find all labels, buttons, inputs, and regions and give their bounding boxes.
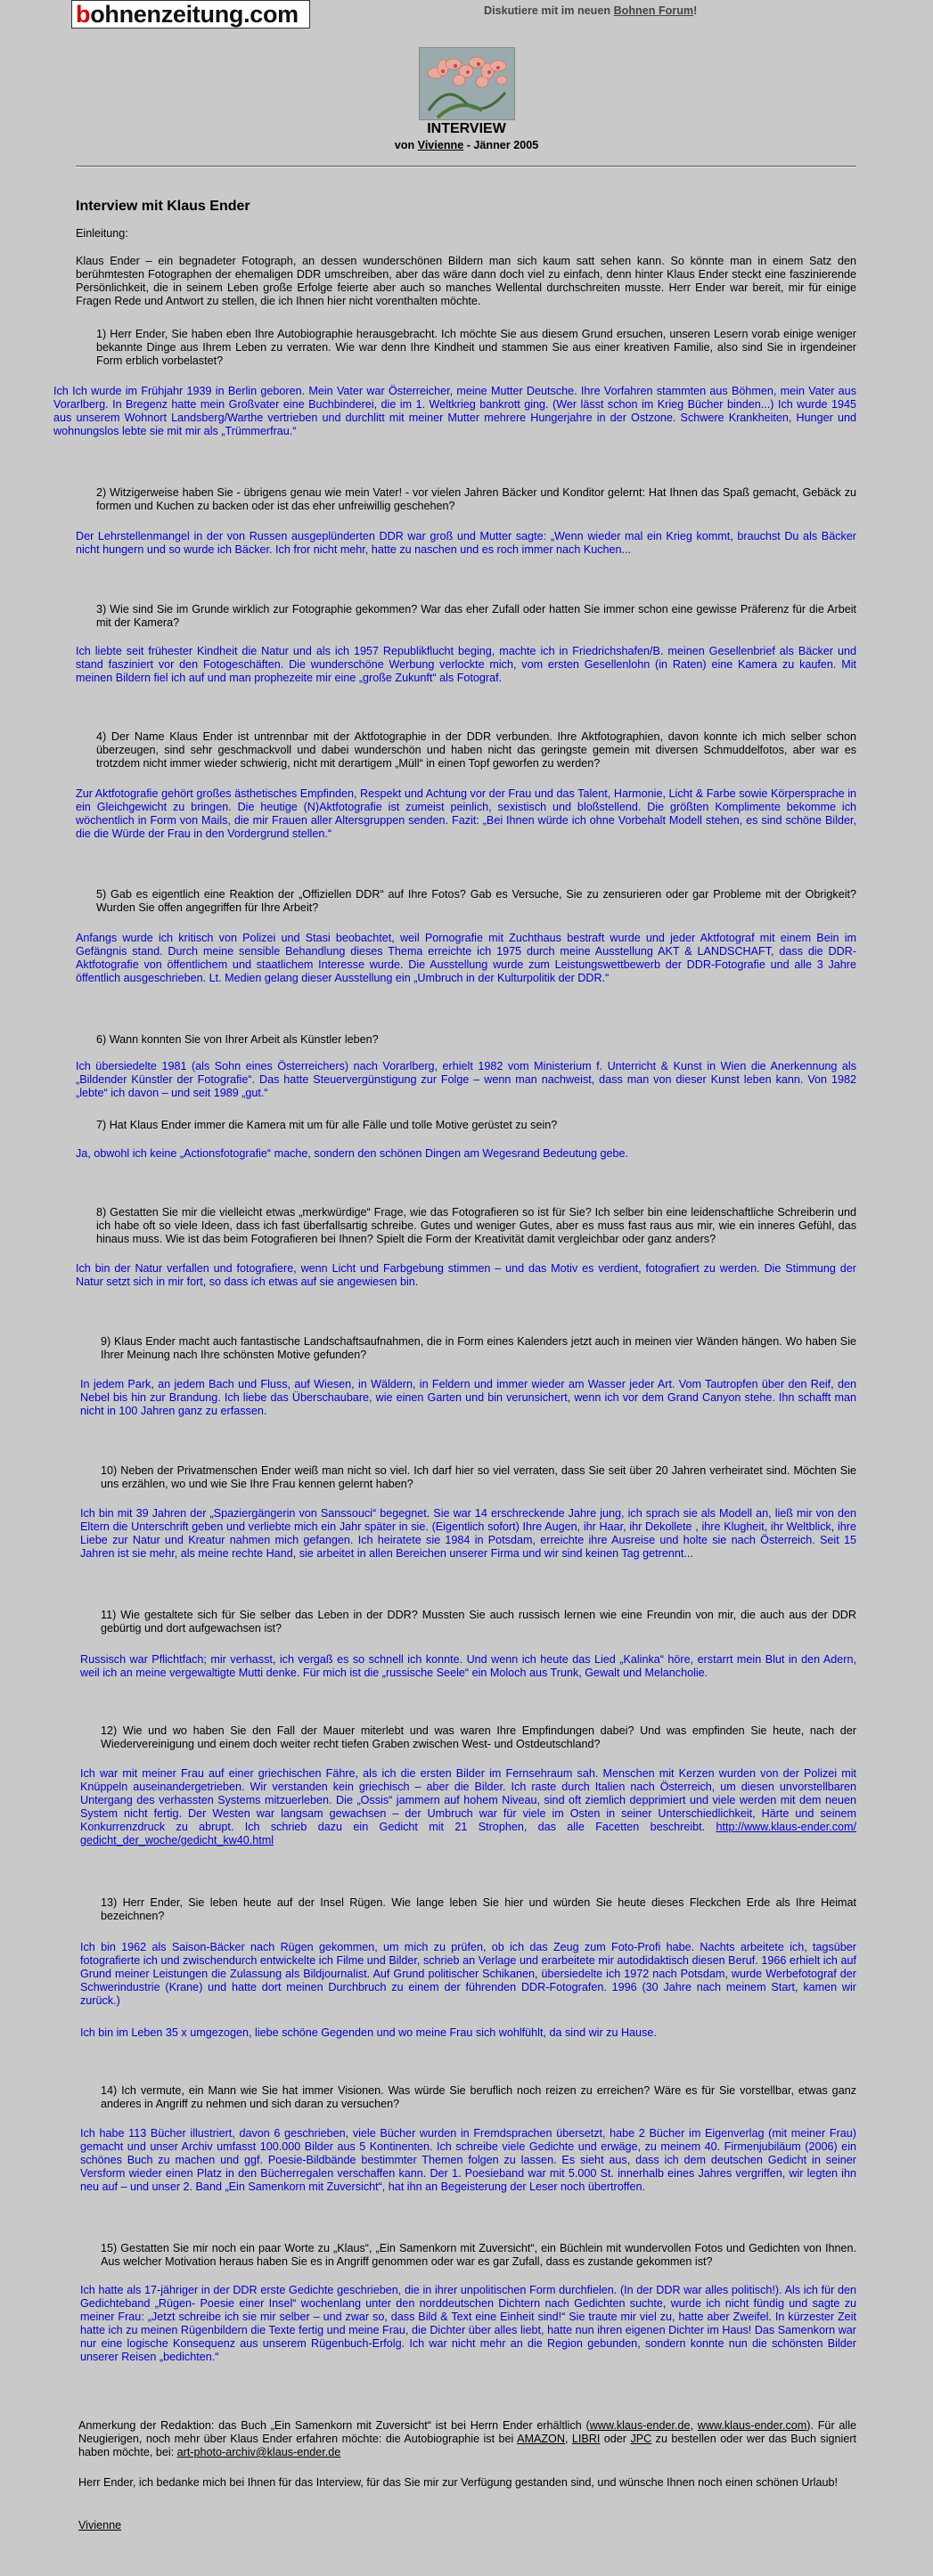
- closing-thanks: Herr Ender, ich bedanke mich bei Ihnen für das Interview, für das Sie mir zur Verfügung gestanden sind, und wünsche Ihnen noch einen schönen Urlaub!: [78, 2476, 838, 2489]
- signature: [78, 2519, 121, 2532]
- link-email[interactable]: art-photo-archiv@klaus-ender.de: [176, 2446, 341, 2458]
- question-7: 7) Hat Klaus Ender immer die Kamera mit um für alle Fälle und tolle Motive gerüstet zu sein?: [96, 1119, 558, 1131]
- article-title: Interview mit Klaus Ender: [76, 199, 250, 214]
- link-libri[interactable]: LIBRI: [571, 2433, 601, 2445]
- question-8: 8) Gestatten Sie mir die vielleicht etwas „merkwürdige“ Frage, wie das Fotografieren so ist für Sie? Ich selber bin eine leidenschaftliche Schreiberin und ich habe oft so viele Ideen, dass ich fast überfallsartig schreibe. Gutes und weniger Gutes, aber es muss fast raus aus mir, wie ein inneres Gefühl, das hinaus muss. Wie ist das beim Fotografieren bei Ihnen? Spielt die Form der Kreativität damit vergleichbar oder ganz anders?: [96, 1206, 856, 1245]
- answer-10: Ich bin mit 39 Jahren der „Spaziergängerin von Sanssouci“ begegnet. Sie war 14 erschreckende Jahre jung, ich sprach sie als Modell an, ließ mir von den Eltern die Unterschrift geben und verliebte mich ein Jahr später in sie. (Eigentlich sofort) Ihre Augen, ihr Haar, ihr Dekollete , ihre Klugheit, ihr Weltblick, ihre Liebe zur Natur und Kreatur nahmen mich gefangen. Ich heiratete sie 1984 in Potsdam, erreichte ihre Ausreise und holte sie nach Österreich. Seit 15 Jahren ist sie mehr, als meine rechte Hand, sie arbeitet in allen Bereichen unserer Firma und wir sind keinen Tag getrennt...: [80, 1507, 856, 1560]
- answer-6: Ich übersiedelte 1981 (als Sohn eines Österreichers) nach Vorarlberg, erhielt 1982 vom Ministerium f. Unterricht & Kunst in Wien die Anerkennung als „Bildender Künstler der Fotografie“. Das hatte Steuervergünstigung zur Folge – wenn man nachweist, dass man von dieser Kunst leben kann. Von 1982 „lebte“ ich davon – und seit 1989 „gut.“: [76, 1060, 856, 1099]
- question-5: 5) Gab es eigentlich eine Reaktion der „Offiziellen DDR“ auf Ihre Fotos? Gab es Versuche, Sie zu zensurieren oder gar Probleme mit der Obrigkeit? Wurden Sie offen angegriffen für Ihre Arbeit?: [96, 888, 856, 914]
- link-amazon[interactable]: AMAZON: [517, 2433, 565, 2445]
- note-text-1: Anmerkung der Redaktion: das Buch „Ein Samenkorn mit Zuversicht“ ist bei Herrn Ender erhältlich (: [78, 2419, 590, 2432]
- forum-banner: [484, 4, 697, 18]
- site-logo[interactable]: [71, 0, 310, 29]
- question-2: 2) Witzigerweise haben Sie - übrigens genau wie mein Vater! - vor vielen Jahren Bäcker und Konditor gelernt: Hat Ihnen das Spaß gemacht, Gebäck zu formen und Kuchen zu backen oder ist das eher unfreiwillig geschehen?: [96, 486, 856, 512]
- answer-9: In jedem Park, an jedem Bach und Fluss, auf Wiesen, in Wäldern, in Feldern und immer wieder am Wasser jeder Art. Vom Tautropfen über den Reif, den Nebel bis hin zur Brandung. Ich liebe das Überschaubare, wie einen Garten und bin verunsichert, wenn ich vor dem Grand Canyon stehe. Ihn schafft man nicht in 100 Jahren ganz zu erfassen.: [80, 1378, 856, 1417]
- answer-7: Ja, obwohl ich keine „Actionsfotografie“ mache, sondern den schönen Dingen am Wegesrand Bedeutung gebe.: [76, 1147, 629, 1160]
- note-text-2: ). Für alle Neugierigen, noch mehr über Klaus Ender erfahren möchte: die Autobiographie ist bei: [78, 2419, 857, 2445]
- logo-letter-b: b: [76, 1, 91, 28]
- answer-5: Anfangs wurde ich kritisch von Polizei und Stasi beobachtet, weil Pornografie mit Zuchthaus bestraft wurde und jeder Aktfotograf mit einem Bein im Gefängnis stand. Durch meine sensible Behandlung dieses Thema erreichte ich 1975 durch meine Ausstellung AKT & LANDSCHAFT, dass die DDR-Aktfotografie von öffentlichem und staatlichem Interesse wurde. Die Ausstellung wurde zum Leistungswettbewerb der DDR-Fotografie und alle 3 Jahre öffentlich ausgeschrieben. Lt. Medien gelang dieser Ausstellung ein „Umbruch in der Kulturpolitik der DDR.“: [76, 932, 856, 984]
- orchid-image-graphic: [420, 48, 514, 119]
- answer-12: [80, 1767, 856, 1847]
- byline-prefix: von: [394, 139, 418, 151]
- note-sep-1: ,: [690, 2419, 698, 2432]
- link-klaus-ender-de[interactable]: www.klaus-ender.de: [589, 2419, 691, 2432]
- forum-suffix: !: [693, 4, 698, 17]
- editor-note: [78, 2419, 856, 2459]
- answer-15: Ich hatte als 17-jähriger in der DDR erste Gedichte geschrieben, die in ihrer unpolitischen Form durchfielen. (In der DDR war alles politisch!). Als ich für den Gedichteband „Rügen- Poesie einer Insel“ wochenlang unter den norddeutschen Dichtern nach Gedichten suchte, wurde ich nicht fündig und sagte zu meiner Frau: „Jetzt schreibe ich sie mir selber – und zwar so, dass Bild & Text eine Einheit sind!“ Sie traute mir viel zu, hatte aber Zweifel. In kürzester Zeit hatte ich zu meinen Rügenbildern die Texte fertig und meine Frau, die Dichter über alles liebt, hatte nun ihren eigenen Dichter im Haus! Das Samenkorn war nur eine logische Konsequenz aus unserem Rügenbuch-Erfolg. Ich war nicht mehr an die Region gebunden, sondern konnte nun die schönsten Bilder unserer Reisen „bedichten.“: [80, 2284, 856, 2363]
- forum-link[interactable]: Bohnen Forum: [613, 4, 694, 17]
- link-jpc[interactable]: JPC: [630, 2433, 652, 2445]
- orchid-image: [419, 47, 515, 120]
- byline-date: - Jänner 2005: [463, 139, 539, 151]
- question-1: 1) Herr Ender, Sie haben eben Ihre Autobiographie herausgebracht. Ich möchte Sie aus diesem Grund ersuchen, unseren Lesern vorab einige weniger bekannte Dinge aus Ihrem Leben zu verraten. Wie war denn Ihre Kindheit und stammen Sie aus einer kreativen Familie, also sind Sie in irgendeiner Form erblich vorbelastet?: [96, 328, 856, 367]
- header-divider: [76, 166, 856, 167]
- answer-13-b: Ich bin im Leben 35 x umgezogen, liebe schöne Gegenden und wo meine Frau sich wohlfühlt, da sind wir zu Hause.: [80, 2026, 657, 2039]
- question-6: 6) Wann konnten Sie von Ihrer Arbeit als Künstler leben?: [96, 1033, 379, 1046]
- answer-8: Ich bin der Natur verfallen und fotografiere, wenn Licht und Farbgebung stimmen – und das Motiv es verdient, fotografiert zu werden. Die Stimmung der Natur setzt sich in mir fort, so dass ich etwas auf sie angewiesen bin.: [76, 1262, 856, 1288]
- question-13: 13) Herr Ender, Sie leben heute auf der Insel Rügen. Wie lange leben Sie hier und würden Sie heute dieses Fleckchen Erde als Ihre Heimat bezeichnen?: [101, 1896, 856, 1922]
- question-3: 3) Wie sind Sie im Grunde wirklich zur Fotographie gekommen? War das eher Zufall oder hatten Sie immer schon eine gewisse Präferenz für die Arbeit mit der Kamera?: [96, 603, 856, 629]
- note-text-3: zu bestellen oder wer das Buch signiert haben möchte, bei:: [78, 2433, 857, 2458]
- question-14: 14) Ich vermute, ein Mann wie Sie hat immer Visionen. Was würde Sie beruflich noch reizen zu erreichen? Wäre es für Sie vorstellbar, etwas ganz anderes in Angriff zu nehmen und sich daran zu versuchen?: [101, 2084, 856, 2110]
- signature-link[interactable]: Vivienne: [78, 2519, 122, 2531]
- question-15: 15) Gestatten Sie mir noch ein paar Worte zu „Klaus“, „Ein Samenkorn mit Zuversicht“, ein Büchlein mit wundervollen Fotos und Gedichten von Ihnen. Aus welcher Motivation heraus haben Sie es in Angriff genommen oder war es gar Zufall, dass es zustande gekommen ist?: [101, 2242, 856, 2268]
- question-10: 10) Neben der Privatmenschen Ender weiß man nicht so viel. Ich darf hier so viel verraten, dass Sie seit über 20 Jahren verheiratet sind. Möchten Sie uns erzählen, wo und wie Sie Ihre Frau kennen gelernt haben?: [101, 1464, 856, 1490]
- answer-4: Zur Aktfotografie gehört großes ästhetisches Empfinden, Respekt und Achtung vor der Frau und das Talent, Harmonie, Licht & Farbe sowie Körpersprache in ein Gleichgewicht zu bringen. Die heutige (N)Aktfotografie ist zumeist peinlich, sexistisch und bloßstellend. Die größten Komplimente bekomme ich wöchentlich in Form von Mails, die mir Frauen aller Altersgruppen senden. Fazit: „Bei Ihnen würde ich ohne Vorbehalt Modell stehen, es sind schöne Bilder, die die Würde der Frau in den Vordergrund stellen.“: [76, 787, 856, 840]
- question-4: 4) Der Name Klaus Ender ist untrennbar mit der Aktfotographie in der DDR verbunden. Ihre Aktfotographien, davon konnte ich mich selber schon überzeugen, sind sehr geschmackvoll und dabei wunderschön und haben nicht das geringste gemein mit diversen Schmuddelfotos, aber war es trotzdem nicht immer wieder schwierig, nicht mit derartigem „Müll“ in einen Topf geworfen zu werden?: [96, 730, 856, 770]
- question-12: 12) Wie und wo haben Sie den Fall der Mauer miterlebt und was waren Ihre Empfindungen dabei? Und was empfinden Sie heute, nach der Wiedervereinigung und einem doch weiter recht tiefen Graben zwischen West- und Ostdeutschland?: [101, 1724, 856, 1750]
- header-title: INTERVIEW: [427, 121, 506, 136]
- answer-12-text: Ich war mit meiner Frau auf einer griechischen Fähre, als ich die ersten Bilder im Fernsehraum sah. Menschen mit Kerzen wurden von der Polizei mit Knüppeln auseinandergetrieben. Wir verstanden kein griechisch – aber die Bilder. Ich raste durch Italien nach Österreich, um diesen unvorstellbaren Untergang des verhassten Systems mitzuerleben. Die „Ossis“ jammern auf hohem Niveau, sind oft ziemlich depprimiert und viele werden mit dem neuen System nicht fertig. Der Westen war langsam gewachsen – der Umbruch war für viele im Osten in seiner Unterschiedlichkeit, Härte und seinem Konkurrenzdruck zu abrupt. Ich schrieb dazu ein Gedicht mit 21 Strophen, das alle Facetten beschreibt.: [80, 1767, 856, 1833]
- poem-link[interactable]: http://www.klaus-ender.com/ gedicht_der_woche/gedicht_kw40.html: [80, 1821, 856, 1846]
- link-klaus-ender-com[interactable]: www.klaus-ender.com: [697, 2419, 807, 2432]
- answer-2: Der Lehrstellenmangel in der von Russen ausgeplünderten DDR war groß und Mutter sagte: „Wenn wieder mal ein Krieg kommt, brauchst Du als Bäcker nicht hungern und so wurde ich Bäcker. Ich fror nicht mehr, hatte zu naschen und es roch immer nach Kuchen...: [76, 530, 856, 556]
- answer-11: Russisch war Pflichtfach; mir verhasst, ich vergaß es so schnell ich konnte. Und wenn ich heute das Lied „Kalinka“ höre, erstarrt mein Blut in den Adern, weil ich an meine vergewaltigte Mutti denke. Für mich ist die „russische Seele“ ein Moloch aus Trunk, Gewalt und Melancholie.: [80, 1653, 856, 1679]
- intro-paragraph: Klaus Ender – ein begnadeter Fotograph, an dessen wunderschönen Bildern man sich kaum satt sehen kann. So könnte man in einem Satz den berühmtesten Fotographen der ehemaligen DDR umschreiben, aber das wäre dann doch viel zu einfach, denn hinter Klaus Ender steckt eine faszinierende Persönlichkeit, die in seinem Leben große Erfolge feierte aber auch so manches Wellental durchschreiten musste. Herr Ender war bereit, mir für einige Fragen Rede und Antwort zu stellen, die ich Ihnen hier nicht vorenthalten möchte.: [76, 255, 856, 307]
- intro-label: Einleitung:: [76, 227, 128, 240]
- author-link[interactable]: Vivienne: [417, 139, 464, 151]
- forum-prefix: Diskutiere mit im neuen: [484, 4, 614, 17]
- answer-13: Ich bin 1962 als Saison-Bäcker nach Rügen gekommen, um mich zu prüfen, ob ich das Zeug zum Foto-Profi habe. Nachts arbeitete ich, tagsüber fotografierte ich und zwischendurch entwickelte ich Filme und Bilder, schrieb an Verlage und erarbeitete mir autodidaktisch diesen Beruf. 1966 erhielt ich auf Grund meiner Leistungen die Zulassung als Bildjournalist. Auf Grund politischer Schikanen, übersiedelte ich 1972 nach Potsdam, wurde Werbefotograf der Schwerindustrie (Krane) und hatte dort meinen Durchbruch zu einem der führenden DDR-Fotografen. 1996 (30 Jahre nach meinem Start, kamen wir zurück.): [80, 1941, 856, 2007]
- logo-text: ohnenzeitung.com: [90, 1, 299, 28]
- note-sep-3: oder: [600, 2433, 631, 2445]
- answer-3: Ich liebte seit frühester Kindheit die Natur und als ich 1957 Republikflucht beging, machte ich in Friedrichshafen/B. meinen Gesellenbrief als Bäcker und stand fasziniert vor den Fotogeschäften. Die wunderschöne Werbung verlockte mich, vom ersten Gesellenlohn (in Raten) eine Kamera zu kaufen. Mit meinen Bildern fiel ich auf und man prophezeite mir eine „große Zukunft“ als Fotograf.: [76, 645, 856, 684]
- question-9: 9) Klaus Ender macht auch fantastische Landschaftsaufnahmen, die in Form eines Kalenders jetzt auch in meinen vier Wänden hängen. Wo haben Sie Ihrer Meinung nach Ihre schönsten Motive gefunden?: [101, 1335, 856, 1361]
- question-11: 11) Wie gestaltete sich für Sie selber das Leben in der DDR? Mussten Sie auch russisch lernen wie eine Freundin von mir, die auch aus der DDR gebürtig und dort aufgewachsen ist?: [101, 1609, 856, 1634]
- answer-14: Ich habe 113 Bücher illustriert, davon 6 geschrieben, viele Bücher wurden in Fremdsprachen übersetzt, habe 2 Bücher im Eigenverlag (mit meiner Frau) gemacht und unser Archiv umfasst 100.000 Bilder aus 5 Kontinenten. Ich schreibe viele Gedichte und erwäge, zu meinem 40. Firmenjubiläum (2006) ein schönes Buch zu machen und ggf. Poesie-Bildbände bestimmter Themen folgen zu lassen. Es sieht aus, dass ich dem deutschen Gedicht in seiner Versform wieder einen Platz in den Bücherregalen verschaffen kann. Der 1. Poesieband war mit 5.000 St. innerhalb eines Jahres vergriffen, wir legten ihn neu auf – und unser 2. Band „Ein Samenkorn mit Zuversicht“, hat ihn an Begeisterung der Leser noch übertroffen.: [80, 2127, 856, 2193]
- answer-1: Ich Ich wurde im Frühjahr 1939 in Berlin geboren. Mein Vater war Österreicher, meine Mutter Deutsche. Ihre Vorfahren stammten aus Böhmen, mein Vater aus Vorarlberg. In Bregenz hatte mein Großvater eine Buchbinderei, die im 1. Weltkrieg bankrott ging. (Wer lässt schon im Krieg Bücher binden...) Ich wurde 1945 aus unserem Wohnort Landsberg/Warthe vertrieben und durchlitt mit meiner Mutter mehrere Hungerjahre in der Ostzone. Schwere Krankheiten, Hunger und wohnungslos lebte sie mit mir als „Trümmerfrau.“: [53, 385, 856, 437]
- note-sep-2: ,: [564, 2433, 572, 2445]
- header-byline: [0, 139, 933, 152]
